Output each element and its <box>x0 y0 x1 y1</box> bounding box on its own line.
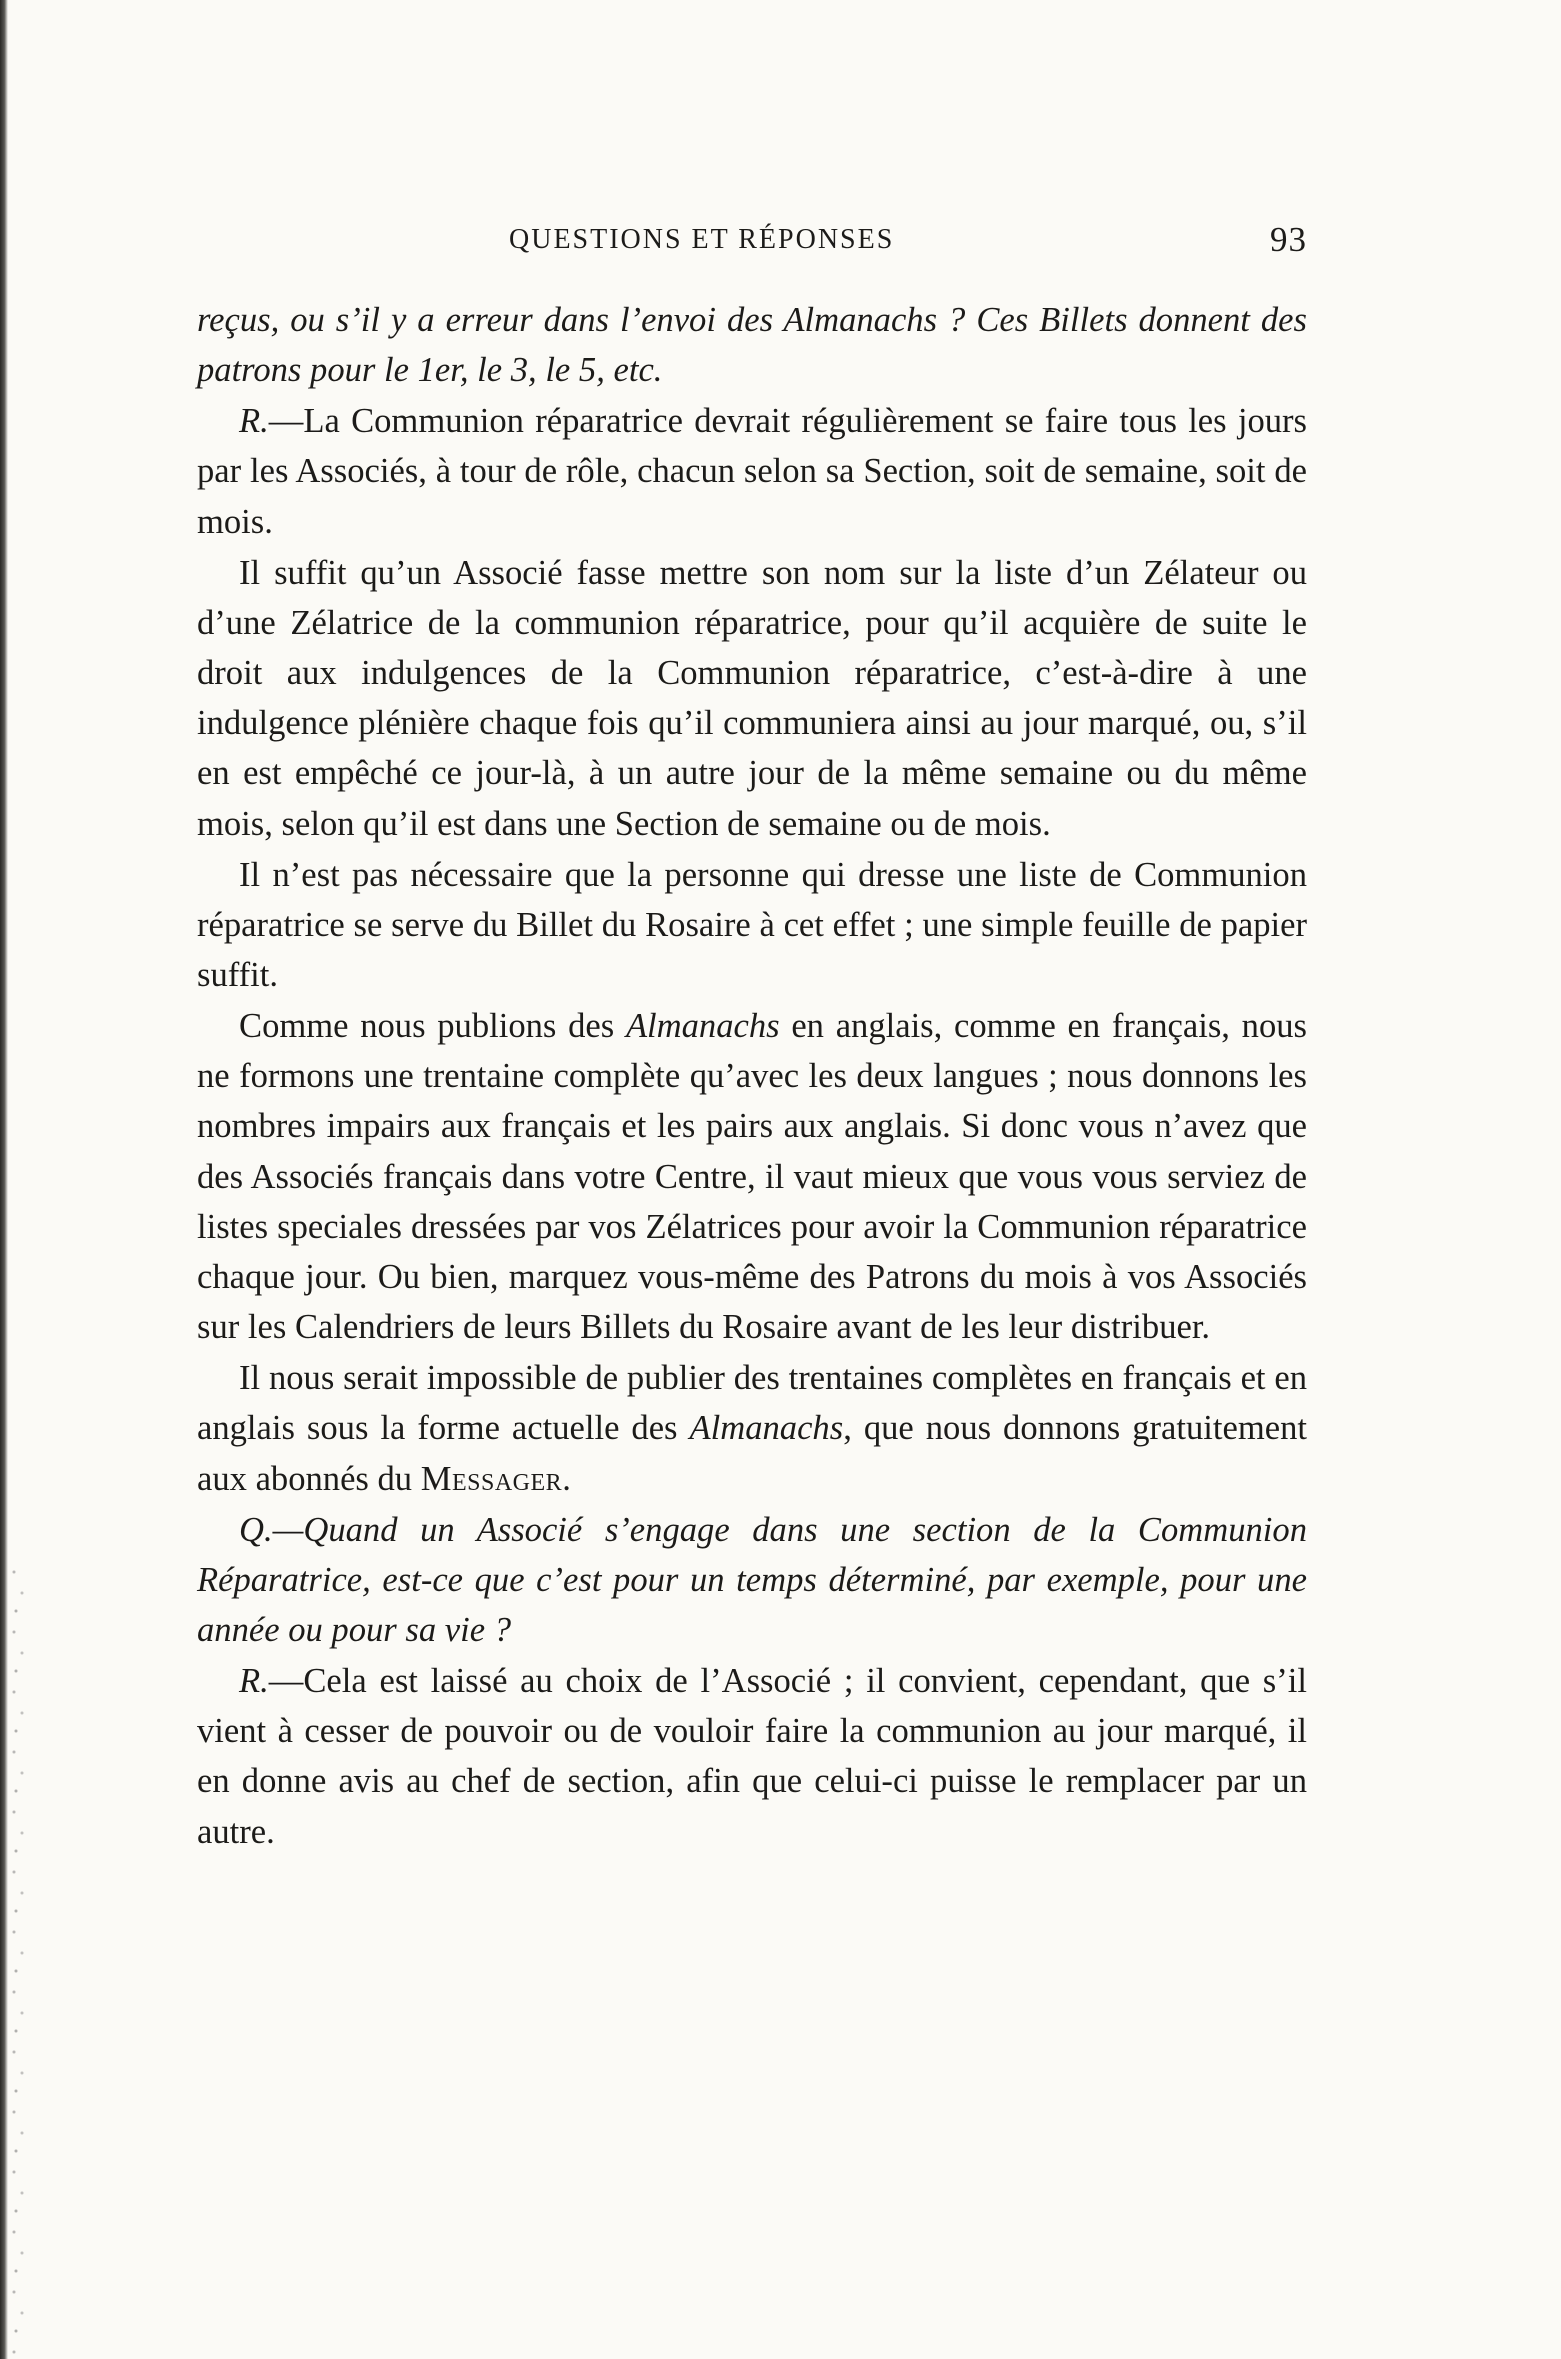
paragraph-text: —Cela est laissé au choix de l’Associé ; il convient, cependant, que s’il vient à cesser de pouvoir ou de vouloir faire la communion au jour marqué, il en donne avis au chef de section, afin que celui-ci puisse le remplacer par un autre. <box>197 1662 1307 1851</box>
paragraph <box>197 1001 1307 1352</box>
paragraph-text: Il n’est pas nécessaire que la personne qui dresse une liste de Communion réparatrice se serve du Billet du Rosaire à cet effet ; une simple feuille de papier suffit. <box>197 855 1307 995</box>
paragraph <box>197 1353 1307 1504</box>
paragraph-text: Q.—Quand un Associé s’engage dans une section de la Communion Réparatrice, est-ce que c’est pour un temps déterminé, par exemple, pour une année ou pour sa vie ? <box>197 1510 1307 1650</box>
answer-paragraph <box>197 1656 1307 1857</box>
answer-marker: R. <box>239 402 269 441</box>
question-paragraph <box>197 1505 1307 1656</box>
paragraph <box>197 850 1307 1001</box>
paragraph-text: en anglais, comme en français, nous ne formons une trentaine complète qu’avec les deux langues ; nous donnons les nombres impairs aux français et les pairs aux anglais. Si donc vous n’avez que des Associés français dans votre Centre, il vaut mieux que vous vous serviez de listes speciales dressées par vos Zélatrices pour avoir la Communion réparatrice chaque jour. Ou bien, marquez vous-même des Patrons du mois à vos Associés sur les Calendriers de leurs Billets du Rosaire avant de les leur distribuer. <box>197 1007 1307 1347</box>
question-continuation <box>197 295 1307 395</box>
answer-paragraph <box>197 396 1307 547</box>
paragraph-text: Comme nous publions des <box>239 1007 626 1046</box>
paragraph-text: —La Communion réparatrice devrait régulièrement se faire tous les jours par les Associés, à tour de rôle, chacun selon sa Section, soit de semaine, soit de mois. <box>197 402 1307 541</box>
running-head: QUESTIONS ET RÉPONSES <box>509 224 895 255</box>
body-text <box>197 295 1307 1858</box>
paragraph-text: . <box>562 1459 571 1498</box>
paragraph-text: Il suffit qu’un Associé fasse mettre son nom sur la liste d’un Zélateur ou d’une Zélatrice de la communion réparatrice, pour qu’il acquière de suite le droit aux indulgences de la Communion réparatrice, c’est-à-dire à une indulgence plénière chaque fois qu’il communiera ainsi au jour marqué, ou, s’il en est empêché ce jour-là, à un autre jour de la même semaine ou du même mois, selon qu’il est dans une Section de semaine ou de mois. <box>197 553 1307 843</box>
paragraph-text: , que nous donnons gratuitement aux abonnés du <box>197 1409 1307 1498</box>
page-binding-edge <box>0 0 8 2359</box>
smallcaps-title: Messager <box>420 1459 563 1498</box>
paragraph-text: reçus, ou s’il y a erreur dans l’envoi des Almanachs ? Ces Billets donnent des patrons pour le 1er, le 3, le 5, etc. <box>197 301 1307 390</box>
page-number: 93 <box>1270 220 1307 259</box>
paragraph-text: Il nous serait impossible de publier des trentaines complètes en français et en anglais sous la forme actuelle des <box>197 1359 1307 1448</box>
page-header <box>197 218 1307 270</box>
paragraph <box>197 548 1307 849</box>
italic-title: Almanachs <box>625 1007 780 1046</box>
answer-marker: R. <box>239 1662 269 1701</box>
page-edge-specks <box>8 1560 28 2359</box>
italic-title: Almanachs <box>689 1409 844 1448</box>
